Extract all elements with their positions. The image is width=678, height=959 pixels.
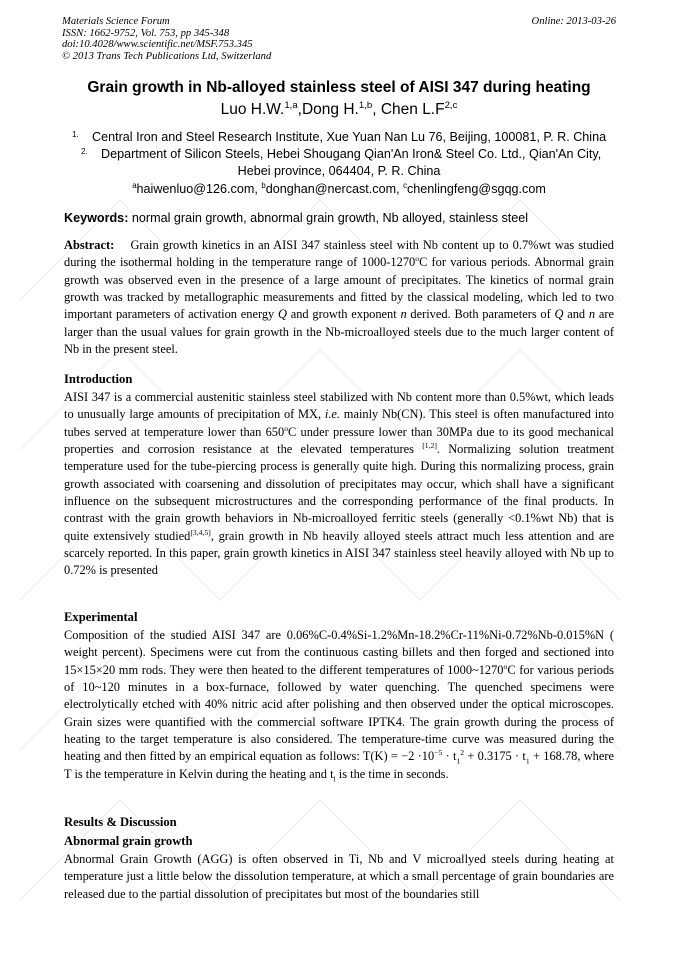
citation-mark: [3,4,5] [190,527,211,537]
results-heading: Results & Discussion [64,815,177,829]
equation-part: · t [442,749,457,764]
journal-name: Materials Science Forum [62,16,170,27]
results-text: Abnormal Grain Growth (AGG) is often observed in Ti, Nb and V microallyed steels during heating at temperature just a little below the dissolution temperature, at which a small percentage of grain boundaries are released due to the partial dissolution of precipitates but most of the boundaries still [64,852,614,901]
author-name: Chen L.F [380,101,445,118]
affiliation-1 [72,129,607,145]
degree-mark: o [415,254,420,264]
equation-part: + 168.78 [529,749,578,764]
paper-title: Grain growth in Nb-alloyed stainless steel of AISI 347 during heating [87,79,591,96]
abnormal-grain-growth-heading: Abnormal grain growth [64,834,193,848]
degree-mark: o [503,661,508,671]
introduction-body [64,389,614,580]
affiliation-number: 1. [72,130,79,139]
affiliation-text: Department of Silicon Steels, Hebei Shougang Qian'An Iron& Steel Co. Ltd., Qian'An City, [101,147,602,161]
degree-mark: o [284,423,289,433]
equation-exponent: −5 [434,748,443,758]
time-subscript: l [333,774,336,784]
experimental-text: is the time in seconds. [335,766,449,781]
equation-exponent: 2 [460,748,465,758]
affiliation-number: 2. [81,147,88,156]
email-mark: b [261,180,266,190]
experimental-text: Composition of the studied AISI 347 are 0.06%C-0.4%Si-1.2%Mn-18.2%Cr-11%Ni-0.72%Nb-0.015%N ( weight percent). Specimens were cut from the continuous casting billets and then forged and sectioned into 15×15×20 mm rods. They were then heated to the different temperatures of 1000~1270 [64,628,614,677]
affiliation-2-continued: Hebei province, 064404, P. R. China [237,164,441,178]
experimental-body [64,627,614,783]
affiliation-text: Central Iron and Steel Research Institute, Xue Yuan Nan Lu 76, Beijing, 100081, P. R. China [92,130,607,144]
experimental-text: C for various periods of 10~120 minutes in a box-furnace, followed by water quenching. The quenched specimens were electrolytically etched with 40% nitric acid after polishing and then observed under the optical microscopes. Grain sizes were quantified with the commercial software IPTK4. The grain growth during the process of heating to the target temperature is also considered. The temperature-time curve was measured during the heating and then fitted by an empirical equation as follows: [64,662,614,764]
abstract-text: C for various periods. Abnormal grain growth was observed even in the presence of a large amount of precipitates. The kinetics of normal grain growth was tracked by metallographic measurements and fitted by the classical modeling, which led to two important parameters of activation energy [64,255,615,322]
email-address: donghan@nercast.com [265,182,397,196]
introduction-text: C under pressure lower than 30MPa due to its good mechanical properties and corrosion resistance at the elevated temperatures [64,424,614,457]
email-address: haiwenluo@126.com [136,182,255,196]
email-list: $^a$haiwenluo@126.com, $^b$donghan@nercast.com, $^c$chenlingfeng@sgqg.com [132,180,546,196]
abstract-label: Abstract: [64,238,115,252]
abstract-text: derived. Both parameters of [406,307,555,322]
equation-subscript: 1 [456,756,461,766]
ie-abbreviation: i.e. [324,407,341,422]
keywords [64,211,614,225]
abstract-text: Grain growth kinetics in an AISI 347 stainless steel with Nb content up to 0.7%wt was studied during the isothermal holding in the temperature range of 1000-1270 [64,238,615,270]
introduction-text: , grain growth in Nb heavily alloyed steels attract much less attention and are scarcely reported. In this paper, grain growth kinetics in AISI 347 stainless steel heavily alloyed with Nb up to 0.72% is presented [64,528,614,578]
introduction-text: mainly Nb(CN). This steel is often manufactured into tubes served at temperature lower than 650 [64,407,614,439]
abstract-text: and [563,307,589,322]
introduction-heading: Introduction [64,372,133,386]
author-list [0,101,678,119]
equation-part: + 0.3175 · t [464,749,526,764]
affiliation-2 [81,146,602,162]
author-separator: , [297,101,302,118]
author-separator: , [372,101,381,118]
introduction-text: AISI 347 is a commercial austenitic stainless steel stabilized with Nb content more than 0.5%wt, which leads to unusually large amounts of precipitation of MX, [64,390,614,422]
abstract-text: and growth exponent [286,307,401,322]
temperature-equation [362,748,578,766]
symbol-q: Q [278,307,287,322]
author-affiliation-mark: 2,c [444,99,458,111]
email-mark: c [403,180,407,190]
email-mark: a [132,180,137,190]
email-address: chenlingfeng@sgqg.com [407,182,546,196]
results-body [64,851,614,903]
author-affiliation-mark: 1,a [284,99,298,111]
abstract-text: are larger than the usual values for grain growth in the Nb-microalloyed steels due to the much larger content of Nb in the present steel. [64,307,614,357]
experimental-heading: Experimental [64,610,138,624]
citation-mark: [1,2] [422,440,437,450]
symbol-n: n [400,307,407,322]
author-name: Dong H. [301,101,359,118]
online-date: Online: 2013-03-26 [531,16,616,27]
author-name: Luo H.W. [220,101,285,118]
author-affiliation-mark: 1,b [358,99,373,111]
experimental-text: , where T is the temperature in Kelvin during the heating and t [64,749,615,781]
introduction-text: . Normalizing solution treatment temperature used for the tube-piercing process is generally quite high. During this normalizing process, grain growth associated with coarsening and dissolution of precipitates may occur, which shall have a significant influence on the subsequent microstructures and the corresponding performance of the final products. In contrast with the grain growth behaviors in Nb-microalloyed ferritic steels (generally <0.1%wt Nb) that is quite extensively studied [64,442,615,543]
copyright-line: © 2013 Trans Tech Publications Ltd, Switzerland [62,50,272,62]
abstract [64,237,614,358]
symbol-q: Q [554,307,564,322]
symbol-n: n [588,307,596,322]
equation-subscript: 1 [525,756,530,766]
keywords-label: Keywords: [64,211,129,225]
equation-part: T(K) = −2 ·10 [362,749,435,764]
journal-header [62,16,616,62]
issn-line: ISSN: 1662-9752, Vol. 753, pp 345-348 [62,27,230,39]
keywords-text: normal grain growth, abnormal grain growth, Nb alloyed, stainless steel [131,211,529,225]
doi-line: doi:10.4028/www.scientific.net/MSF.753.345 [62,39,253,51]
